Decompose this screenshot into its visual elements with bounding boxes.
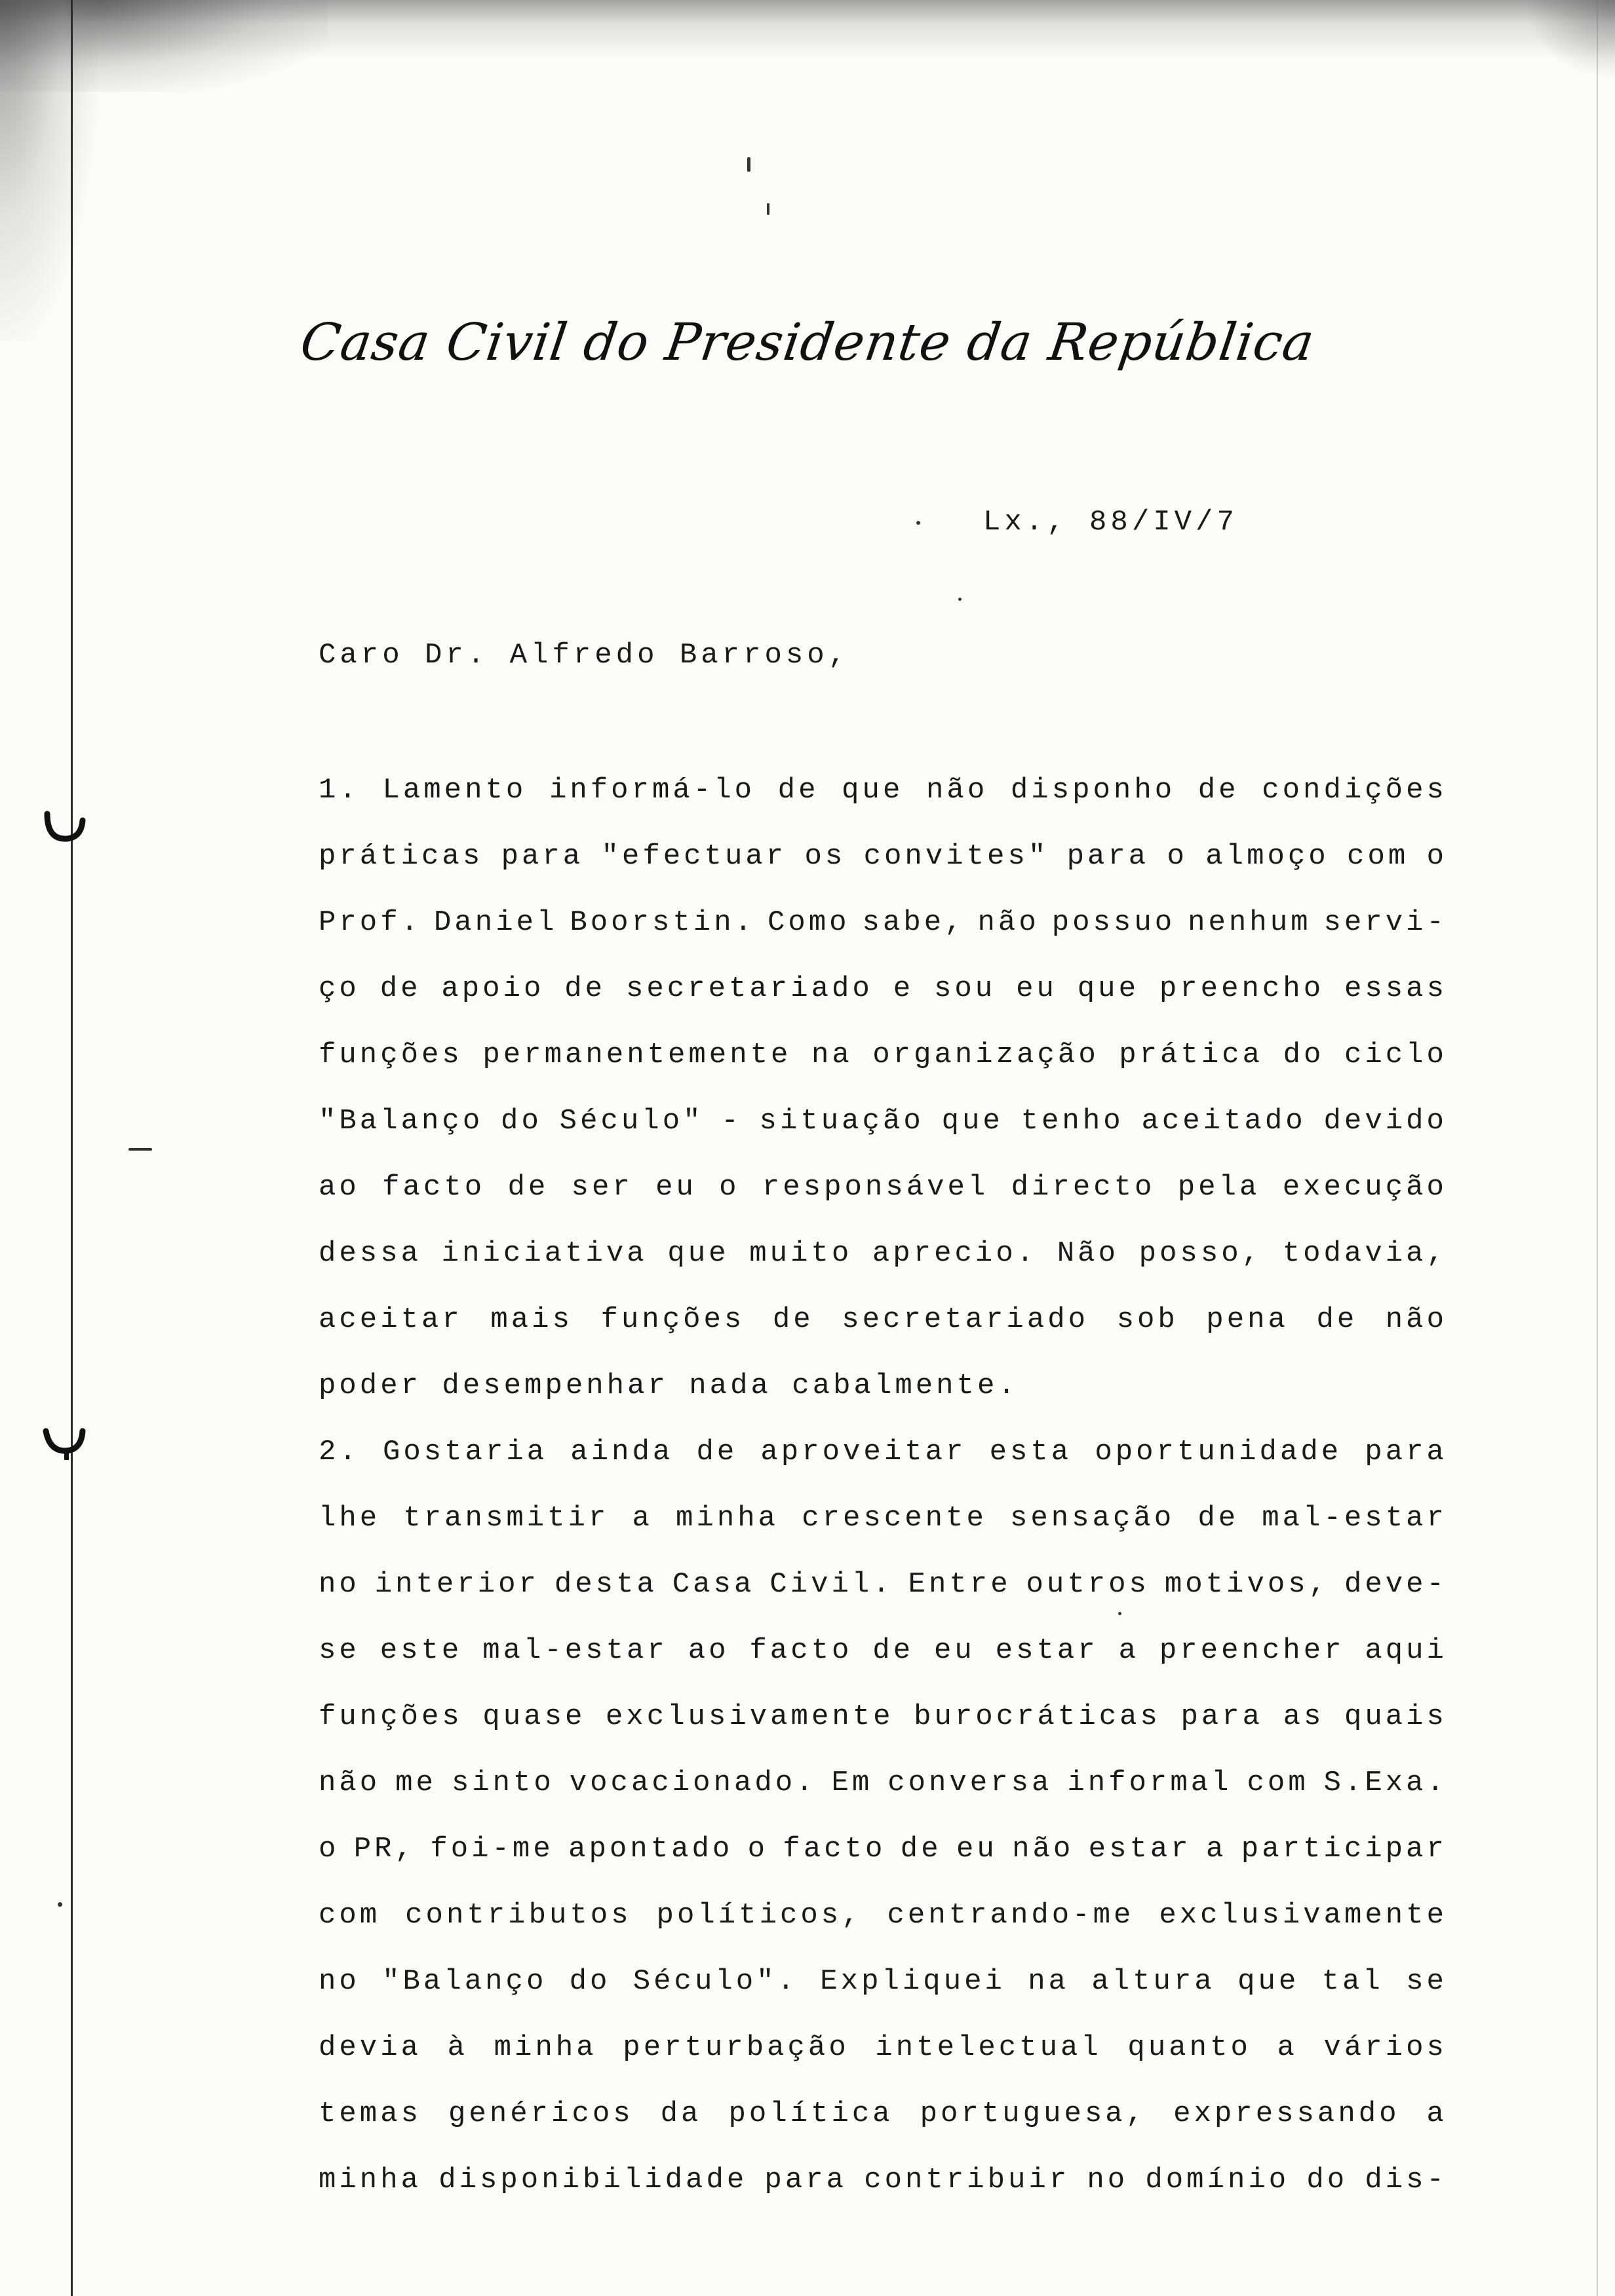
body-word: responsável <box>762 1171 989 1204</box>
body-word: eu <box>1016 972 1057 1005</box>
body-word: e <box>893 972 914 1005</box>
body-word: Daniel <box>433 906 558 939</box>
body-word: a <box>1206 1833 1227 1866</box>
body-word: o <box>1167 840 1188 873</box>
body-word: tenho <box>1021 1105 1124 1138</box>
body-word: esta <box>989 1436 1072 1468</box>
body-line <box>319 835 1447 902</box>
body-line <box>319 1100 1447 1166</box>
body-word: eu <box>956 1833 998 1866</box>
body-word: 1. <box>319 774 360 807</box>
body-word: na <box>1028 1965 1070 1998</box>
body-word: transmitir <box>403 1502 610 1535</box>
body-word: a <box>1118 1634 1139 1667</box>
body-word: preencho <box>1159 972 1325 1005</box>
body-word: motivos, <box>1164 1568 1330 1601</box>
body-word: se <box>319 1634 360 1667</box>
body-word: pena <box>1206 1303 1289 1336</box>
body-word: permanentemente <box>482 1039 792 1071</box>
body-word: sensação <box>1009 1502 1175 1535</box>
body-word: contribuir <box>864 2164 1070 2196</box>
photocopy-smudge-right <box>1523 0 1615 79</box>
body-word: apontado <box>568 1833 733 1866</box>
speck <box>767 203 769 215</box>
body-word: directo <box>1011 1171 1156 1204</box>
body-line <box>319 1431 1447 1497</box>
body-word: com <box>1347 840 1409 873</box>
body-word: que <box>1077 972 1139 1005</box>
body-word: exclusivamente <box>1159 1899 1447 1932</box>
body-word: contributos <box>405 1899 632 1932</box>
body-word: não <box>319 1767 381 1799</box>
body-word: do <box>569 1965 611 1998</box>
body-word: pela <box>1177 1171 1260 1204</box>
body-line <box>319 2159 1447 2225</box>
body-line <box>319 1299 1447 1365</box>
body-word: aceitar <box>319 1303 463 1336</box>
body-word: dis- <box>1365 2164 1447 2196</box>
body-line <box>319 1233 1447 1299</box>
body-word: 2. <box>319 1436 360 1468</box>
body-word: tal <box>1321 1965 1384 1998</box>
body-word: oportunidade <box>1095 1436 1342 1468</box>
body-word: que <box>842 774 904 807</box>
body-word: execução <box>1282 1171 1447 1204</box>
body-word: facto <box>382 1171 486 1204</box>
body-word: quanto <box>1127 2031 1251 2064</box>
body-word: que <box>1237 1965 1300 1998</box>
body-word: não <box>977 906 1040 939</box>
punch-hole-mark-icon <box>41 1422 87 1461</box>
body-word: de <box>900 1833 942 1866</box>
body-word: a <box>1277 2031 1298 2064</box>
body-word: do <box>1306 2164 1348 2196</box>
body-word: Em <box>831 1767 873 1799</box>
body-word: de <box>379 972 421 1005</box>
body-word: o <box>319 1833 340 1866</box>
body-word: para <box>501 840 584 873</box>
body-word: funções <box>319 1700 463 1733</box>
body-word: "Balanço <box>382 1965 547 1998</box>
body-word: essas <box>1344 972 1447 1005</box>
body-word: da <box>660 2097 702 2130</box>
body-word: secretariado <box>625 972 873 1005</box>
body-line <box>319 769 1447 835</box>
body-word: domínio <box>1145 2164 1290 2196</box>
photocopy-smudge-left <box>0 0 98 341</box>
body-word: não <box>1012 1833 1074 1866</box>
body-line <box>319 2093 1447 2159</box>
body-word: ço <box>319 972 360 1005</box>
body-word: o <box>1426 840 1447 873</box>
body-word: sob <box>1116 1303 1178 1336</box>
body-word: foi-me <box>430 1833 554 1866</box>
body-word: as <box>1283 1700 1325 1733</box>
body-word: estar <box>995 1634 1099 1667</box>
body-word: para <box>1365 1436 1447 1468</box>
body-word: facto <box>749 1634 853 1667</box>
body-word: expressando <box>1173 2097 1400 2130</box>
body-word: dessa <box>319 1237 422 1270</box>
body-word: de <box>1316 1303 1358 1336</box>
body-line <box>319 1762 1447 1828</box>
body-word: de <box>507 1171 549 1204</box>
body-word: para <box>1066 840 1150 873</box>
body-word: situação <box>759 1105 924 1138</box>
body-word: devido <box>1323 1105 1447 1138</box>
body-word: burocráticas <box>914 1700 1161 1733</box>
body-word: perturbação <box>623 2031 849 2064</box>
body-word: mal-estar <box>1262 1502 1447 1535</box>
body-word: com <box>1247 1767 1309 1799</box>
body-word: posso, <box>1138 1237 1263 1270</box>
body-word: ainda <box>570 1436 674 1468</box>
body-word: Casa <box>672 1568 755 1601</box>
body-word: disponho <box>1010 774 1176 807</box>
body-word: S.Exa. <box>1323 1767 1447 1799</box>
body-word: que <box>941 1105 1003 1138</box>
body-word: ciclo <box>1344 1039 1447 1071</box>
body-word: com <box>319 1899 381 1932</box>
body-word: Expliquei <box>820 1965 1005 1998</box>
body-word: eu <box>933 1634 975 1667</box>
body-word: exclusivamente <box>605 1700 894 1733</box>
body-word: PR, <box>353 1833 416 1866</box>
salutation: Caro Dr. Alfredo Barroso, <box>319 639 850 672</box>
body-word: de <box>1197 774 1239 807</box>
body-word: política <box>728 2097 893 2130</box>
body-word: políticos, <box>656 1899 863 1932</box>
body-word: se <box>1406 1965 1447 1998</box>
body-line <box>319 1034 1447 1100</box>
body-word: que <box>667 1237 730 1270</box>
body-word: informá-lo <box>549 774 756 807</box>
speck <box>128 1148 152 1151</box>
body-word: no <box>319 1568 360 1601</box>
body-word: participar <box>1241 1833 1447 1866</box>
body-line <box>319 902 1447 968</box>
letter-body <box>319 769 1447 2225</box>
body-line <box>319 1630 1447 1696</box>
body-word: ao <box>319 1171 360 1204</box>
body-word: vários <box>1323 2031 1447 2064</box>
body-word: práticas <box>319 840 484 873</box>
body-word: desta <box>554 1568 657 1601</box>
body-word: Boorstin. <box>570 906 756 939</box>
body-word: estar <box>1088 1833 1192 1866</box>
body-word: quase <box>482 1700 586 1733</box>
body-word: eu <box>655 1171 697 1204</box>
body-line: poder desempenhar nada cabalmente. <box>319 1369 1019 1402</box>
body-word: para <box>764 2164 847 2196</box>
body-word: secretariado <box>842 1303 1089 1336</box>
body-word: sabe, <box>862 906 965 939</box>
body-word: preencher <box>1159 1634 1345 1667</box>
body-word: a <box>632 1502 653 1535</box>
speck <box>958 598 962 601</box>
body-word: muito <box>749 1237 853 1270</box>
speck <box>916 521 920 525</box>
body-line <box>319 968 1447 1034</box>
body-line <box>319 1497 1447 1563</box>
body-word: "efectuar <box>601 840 787 873</box>
body-word: na <box>811 1039 853 1071</box>
body-word: apoio <box>441 972 545 1005</box>
body-word: temas <box>319 2097 422 2130</box>
body-word: devia <box>319 2031 422 2064</box>
body-word: ser <box>571 1171 633 1204</box>
body-word: à <box>447 2031 469 2064</box>
body-word: - <box>721 1105 742 1138</box>
body-word: altura <box>1091 1965 1215 1998</box>
body-word: almoço <box>1205 840 1329 873</box>
body-word: no <box>319 1965 360 1998</box>
body-word: sou <box>933 972 996 1005</box>
speck <box>747 157 750 172</box>
body-word: organização <box>872 1039 1099 1071</box>
body-word: de <box>777 774 819 807</box>
body-word: prática <box>1119 1039 1264 1071</box>
body-word: minha <box>676 1502 779 1535</box>
body-line <box>319 1166 1447 1233</box>
body-word: aceitado <box>1141 1105 1306 1138</box>
body-word: crescente <box>802 1502 987 1535</box>
body-word: condições <box>1262 774 1447 807</box>
body-word: aprecio. <box>872 1237 1038 1270</box>
body-word: de <box>564 972 606 1005</box>
body-word: facto <box>783 1833 886 1866</box>
body-word: Lamento <box>382 774 527 807</box>
body-word: interior <box>374 1568 539 1601</box>
body-word: de <box>696 1436 738 1468</box>
body-word: Civil. <box>769 1568 893 1601</box>
body-word: quais <box>1344 1700 1447 1733</box>
body-word: este <box>379 1634 463 1667</box>
body-word: Século" <box>559 1105 704 1138</box>
body-word: genéricos <box>448 2097 634 2130</box>
body-word: ao <box>688 1634 730 1667</box>
body-word: não <box>1385 1303 1447 1336</box>
body-word: mal-estar <box>482 1634 668 1667</box>
body-word: a <box>1426 2097 1447 2130</box>
body-line <box>319 2027 1447 2093</box>
body-word: de <box>1197 1502 1239 1535</box>
body-word: vocacionado. <box>569 1767 817 1799</box>
body-word: para <box>1180 1700 1264 1733</box>
body-word: Gostaria <box>382 1436 548 1468</box>
body-word: lhe <box>319 1502 381 1535</box>
body-word: me <box>395 1767 437 1799</box>
body-word: outros <box>1026 1568 1150 1601</box>
body-word: "Balanço <box>319 1105 484 1138</box>
body-word: todavia, <box>1282 1237 1447 1270</box>
body-word: convites" <box>863 840 1049 873</box>
body-word: funções <box>319 1039 463 1071</box>
body-word: Não <box>1057 1237 1119 1270</box>
body-word: de <box>772 1303 814 1336</box>
body-word: iniciativa <box>441 1237 648 1270</box>
body-word: de <box>872 1634 914 1667</box>
body-line <box>319 1696 1447 1762</box>
letter-date: Lx., 88/IV/7 <box>983 506 1238 539</box>
body-word: os <box>804 840 846 873</box>
body-word: Século". <box>632 1965 798 1998</box>
speck <box>58 1902 62 1907</box>
body-line <box>319 1828 1447 1894</box>
body-word: nenhum <box>1188 906 1312 939</box>
body-word: disponibilidade <box>438 2164 748 2196</box>
body-word: sinto <box>451 1767 555 1799</box>
body-word: aproveitar <box>760 1436 967 1468</box>
body-word: minha <box>319 2164 422 2196</box>
body-word: informal <box>1067 1767 1232 1799</box>
body-word: o <box>719 1171 740 1204</box>
body-word: centrando-me <box>887 1899 1135 1932</box>
body-word: do <box>501 1105 542 1138</box>
body-word: aqui <box>1365 1634 1447 1667</box>
body-word: não <box>926 774 988 807</box>
body-word: o <box>747 1833 769 1866</box>
body-word: do <box>1283 1039 1325 1071</box>
body-line <box>319 1563 1447 1630</box>
body-word: minha <box>494 2031 597 2064</box>
punch-hole-mark-icon <box>41 807 87 847</box>
body-word: no <box>1087 2164 1129 2196</box>
body-word: intelectual <box>875 2031 1102 2064</box>
body-word: conversa <box>887 1767 1053 1799</box>
body-word: servi- <box>1323 906 1447 939</box>
body-word: deve- <box>1344 1568 1447 1601</box>
letterhead-title: Casa Civil do Presidente da República <box>296 313 1319 372</box>
body-word: Como <box>767 906 850 939</box>
body-line <box>319 1894 1447 1961</box>
body-line <box>319 1961 1447 2027</box>
body-word: Prof. <box>319 906 422 939</box>
body-word: Entre <box>908 1568 1011 1601</box>
body-word: possuo <box>1051 906 1176 939</box>
body-word: funções <box>600 1303 745 1336</box>
body-word: portuguesa, <box>920 2097 1147 2130</box>
body-word: mais <box>490 1303 573 1336</box>
